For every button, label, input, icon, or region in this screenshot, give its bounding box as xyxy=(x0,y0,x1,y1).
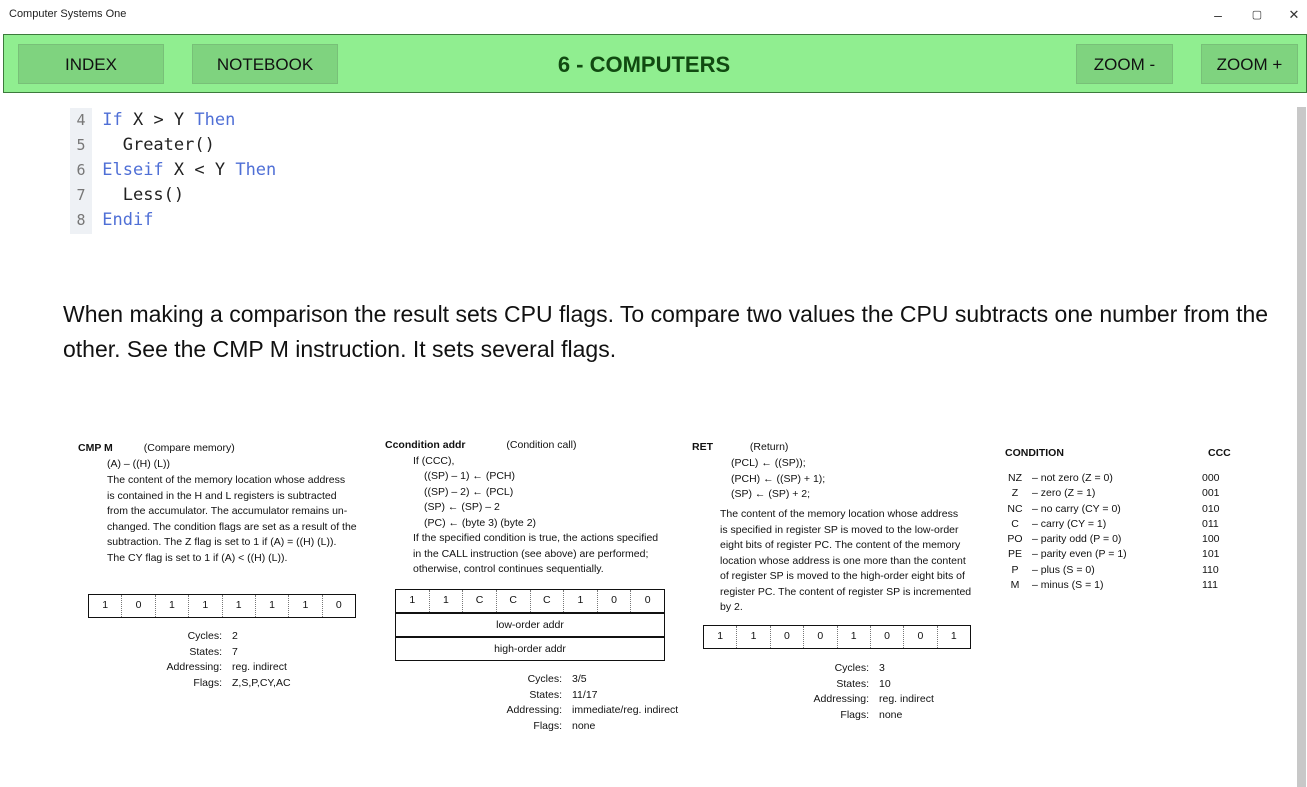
opcode-bit: 1 xyxy=(837,626,870,648)
operation-line: (PCH) ← ((SP) + 1); xyxy=(731,472,826,485)
ccall-desc: (Condition call) xyxy=(506,439,577,451)
operation-line: (SP) ← (SP) + 2; xyxy=(731,488,811,500)
description-line: register PC. The content of register SP is incremented xyxy=(720,585,972,598)
vertical-scrollbar[interactable] xyxy=(1297,107,1306,787)
ret-description xyxy=(720,507,985,616)
description-line: subtraction. The Z flag is set to 1 if (A) = ((H) (L)). xyxy=(107,536,337,548)
meta-value: immediate/reg. indirect xyxy=(572,704,679,716)
meta-key: Addressing: xyxy=(166,661,222,673)
ret-header xyxy=(692,440,788,456)
opcode-bit: 0 xyxy=(803,626,836,648)
meta-key: Flags: xyxy=(193,676,222,689)
meta-row xyxy=(130,676,291,692)
meta-value: Z,S,P,CY,AC xyxy=(232,676,291,689)
description-line: by 2. xyxy=(720,601,743,613)
meta-value: 3/5 xyxy=(572,673,587,685)
condition-table xyxy=(1000,471,1222,593)
meta-key: States: xyxy=(189,645,222,658)
cmp-description xyxy=(107,473,369,566)
cmp-operation: (A) – ((H) (L)) xyxy=(107,458,170,470)
ccc-value: 001 xyxy=(1202,487,1220,500)
cmp-desc: (Compare memory) xyxy=(143,442,235,454)
ccc-value: 011 xyxy=(1202,517,1219,530)
opcode-bit: 1 xyxy=(102,599,109,611)
zoom-in-button[interactable]: ZOOM + xyxy=(1201,44,1298,84)
title-bar xyxy=(0,0,1307,30)
high-order-addr-box: high-order addr xyxy=(395,637,665,661)
condition-row xyxy=(1000,486,1222,501)
line-number: 6 xyxy=(76,161,86,179)
condition-code: NC xyxy=(1007,502,1023,515)
ccc-heading: CCC xyxy=(1208,447,1231,459)
zoom-out-button[interactable]: ZOOM - xyxy=(1076,44,1173,84)
code-line xyxy=(70,158,276,183)
description-line: is contained in the H and L registers is subtracted xyxy=(107,489,337,502)
code-keyword: Endif xyxy=(102,210,154,230)
condition-row xyxy=(1000,532,1222,547)
opcode-bit: 0 xyxy=(322,595,355,617)
condition-row xyxy=(1000,471,1222,486)
code-line xyxy=(70,208,153,233)
code-line xyxy=(70,133,215,158)
condition-desc: – not zero (Z = 0) xyxy=(1032,472,1113,484)
description-line: is specified in register SP is moved to the low-order xyxy=(720,523,959,536)
meta-value: 11/17 xyxy=(572,688,598,701)
meta-key: States: xyxy=(836,677,869,690)
meta-row xyxy=(777,677,934,693)
ccc-value: 010 xyxy=(1202,502,1220,515)
condition-code: PO xyxy=(1007,533,1023,546)
meta-key: Flags: xyxy=(840,708,869,721)
page-title: 6 - COMPUTERS xyxy=(557,52,731,77)
description-line: The CY flag is set to 1 if (A) < ((H) (L)). xyxy=(107,551,288,564)
meta-key: States: xyxy=(529,688,562,701)
meta-key: Cycles: xyxy=(187,630,222,642)
meta-row xyxy=(777,661,934,677)
meta-row xyxy=(470,719,678,735)
meta-row xyxy=(130,629,291,645)
ccc-value: 110 xyxy=(1202,563,1219,576)
condition-desc: – carry (CY = 1) xyxy=(1032,517,1107,530)
condition-desc: – no carry (CY = 0) xyxy=(1032,502,1121,515)
ccc-value: 111 xyxy=(1202,579,1218,592)
opcode-bit: 1 xyxy=(255,595,288,617)
opcode-bit: 1 xyxy=(222,595,255,617)
description-line: of register SP is moved to the high-order eight bits of xyxy=(720,570,965,582)
code-keyword: Then xyxy=(235,160,277,180)
line-number: 5 xyxy=(76,136,86,154)
opcode-bit: C xyxy=(462,590,496,612)
meta-row xyxy=(777,692,934,708)
description-line: The content of the memory location whose address xyxy=(107,474,346,486)
description-line: changed. The condition flags are set as a result of the xyxy=(107,520,357,533)
opcode-bit: 1 xyxy=(736,626,769,648)
description-line: location whose address is one more than the content xyxy=(720,554,966,567)
ccall-meta xyxy=(470,672,678,734)
ccall-header xyxy=(385,438,576,454)
opcode-bit: 0 xyxy=(770,626,803,648)
code-keyword: If xyxy=(102,110,123,130)
ccall-opcode-bits xyxy=(395,589,665,613)
meta-value: 2 xyxy=(232,630,238,642)
ret-desc: (Return) xyxy=(749,441,789,453)
code-text: Greater() xyxy=(102,135,215,155)
code-keyword: Elseif xyxy=(102,160,164,180)
opcode-bit: 1 xyxy=(409,594,416,606)
meta-row xyxy=(130,660,291,676)
minimize-button[interactable]: – xyxy=(1214,7,1222,23)
operation-line: ((SP) – 2) ← (PCL) xyxy=(424,485,514,498)
description-line: The content of the memory location whose address xyxy=(720,508,959,520)
ret-opcode-bits xyxy=(703,625,971,649)
condition-desc: – parity even (P = 1) xyxy=(1032,548,1127,561)
condition-row xyxy=(1000,563,1222,578)
cmp-header xyxy=(78,441,235,457)
condition-desc: – parity odd (P = 0) xyxy=(1032,533,1122,546)
condition-code: P xyxy=(1011,563,1019,576)
meta-value: none xyxy=(879,708,903,721)
code-text: X > Y xyxy=(122,110,195,130)
condition-row xyxy=(1000,578,1222,593)
operation-line: (SP) ← (SP) – 2 xyxy=(424,501,500,513)
description-line: otherwise, control continues sequentially. xyxy=(413,563,604,575)
index-button[interactable]: INDEX xyxy=(18,44,164,84)
line-number: 4 xyxy=(76,111,86,129)
cmp-name: CMP M xyxy=(78,442,113,454)
meta-row xyxy=(470,688,678,704)
ret-name: RET xyxy=(692,441,713,453)
code-text: Less() xyxy=(102,185,185,205)
opcode-bit: 1 xyxy=(429,590,463,612)
condition-desc: – plus (S = 0) xyxy=(1032,563,1095,576)
opcode-bit: 0 xyxy=(597,590,631,612)
ret-meta xyxy=(777,661,934,723)
meta-row xyxy=(130,645,291,661)
opcode-bit: C xyxy=(530,590,564,612)
description-line: in the CALL instruction (see above) are performed; xyxy=(413,547,649,560)
code-keyword: Then xyxy=(194,110,236,130)
condition-row xyxy=(1000,502,1222,517)
meta-value: reg. indirect xyxy=(879,693,934,705)
opcode-bit: 0 xyxy=(870,626,903,648)
toolbar xyxy=(3,34,1307,93)
code-snippet xyxy=(70,108,277,234)
ccc-value: 100 xyxy=(1202,533,1220,546)
description-line: If the specified condition is true, the actions specified xyxy=(413,532,659,544)
meta-key: Addressing: xyxy=(506,704,562,716)
opcode-bit: 1 xyxy=(188,595,221,617)
line-number: 7 xyxy=(76,186,86,204)
meta-key: Addressing: xyxy=(813,693,869,705)
notebook-button[interactable]: NOTEBOOK xyxy=(192,44,338,84)
operation-line: ((SP) – 1) ← (PCH) xyxy=(424,470,516,482)
maximize-button[interactable]: ▢ xyxy=(1251,9,1263,21)
operation-line: (PC) ← (byte 3) (byte 2) xyxy=(424,516,537,529)
condition-row xyxy=(1000,547,1222,562)
opcode-bit: 1 xyxy=(563,590,597,612)
condition-desc: – zero (Z = 1) xyxy=(1032,487,1096,500)
code-line xyxy=(70,108,235,133)
meta-key: Flags: xyxy=(533,719,562,732)
meta-row xyxy=(470,672,678,688)
meta-value: 3 xyxy=(879,662,885,674)
ccc-value: 101 xyxy=(1202,548,1220,561)
meta-row xyxy=(470,703,678,719)
opcode-bit: 1 xyxy=(717,630,724,642)
opcode-bit: 0 xyxy=(903,626,936,648)
ccall-operation: If (CCC), xyxy=(413,455,455,467)
cmp-opcode-bits xyxy=(88,594,356,618)
ccall-name: Ccondition addr xyxy=(385,439,466,451)
condition-code: PE xyxy=(1007,548,1022,561)
ret-ops xyxy=(731,456,825,503)
meta-key: Cycles: xyxy=(834,662,869,674)
condition-code: C xyxy=(1011,517,1019,530)
operation-line: (PCL) ← ((SP)); xyxy=(731,457,806,469)
opcode-bit: 0 xyxy=(630,590,664,612)
code-line xyxy=(70,183,184,208)
code-text: X < Y xyxy=(163,160,236,180)
ccall-ops xyxy=(424,469,536,531)
condition-code: Z xyxy=(1011,487,1019,500)
condition-row xyxy=(1000,517,1222,532)
opcode-bit: 0 xyxy=(121,595,154,617)
ccall-description xyxy=(413,531,678,578)
description-line: eight bits of register PC. The content of the memory xyxy=(720,539,961,551)
description-line: from the accumulator. The accumulator remains un- xyxy=(107,505,348,517)
meta-value: none xyxy=(572,719,596,732)
line-number: 8 xyxy=(76,211,86,229)
meta-row xyxy=(777,708,934,724)
body-paragraph: When making a comparison the result sets CPU flags. To compare two values the CPU subtracts one number from the other. See the CMP M instruction. It sets several flags. xyxy=(63,301,1269,362)
app-title: Computer Systems One xyxy=(9,8,127,20)
condition-code: NZ xyxy=(1008,472,1022,484)
low-order-addr-box: low-order addr xyxy=(395,613,665,637)
opcode-bit: 1 xyxy=(937,626,970,648)
condition-code: M xyxy=(1010,579,1020,592)
meta-value: 10 xyxy=(879,677,891,690)
meta-value: 7 xyxy=(232,645,238,658)
opcode-bit: 1 xyxy=(288,595,321,617)
opcode-bit: C xyxy=(496,590,530,612)
condition-desc: – minus (S = 1) xyxy=(1032,579,1104,592)
cmp-meta xyxy=(130,629,291,691)
meta-key: Cycles: xyxy=(527,673,562,685)
condition-heading: CONDITION xyxy=(1005,447,1064,459)
opcode-bit: 1 xyxy=(155,595,188,617)
close-button[interactable]: ✕ xyxy=(1288,7,1300,22)
meta-value: reg. indirect xyxy=(232,661,287,673)
ccc-value: 000 xyxy=(1202,472,1220,484)
